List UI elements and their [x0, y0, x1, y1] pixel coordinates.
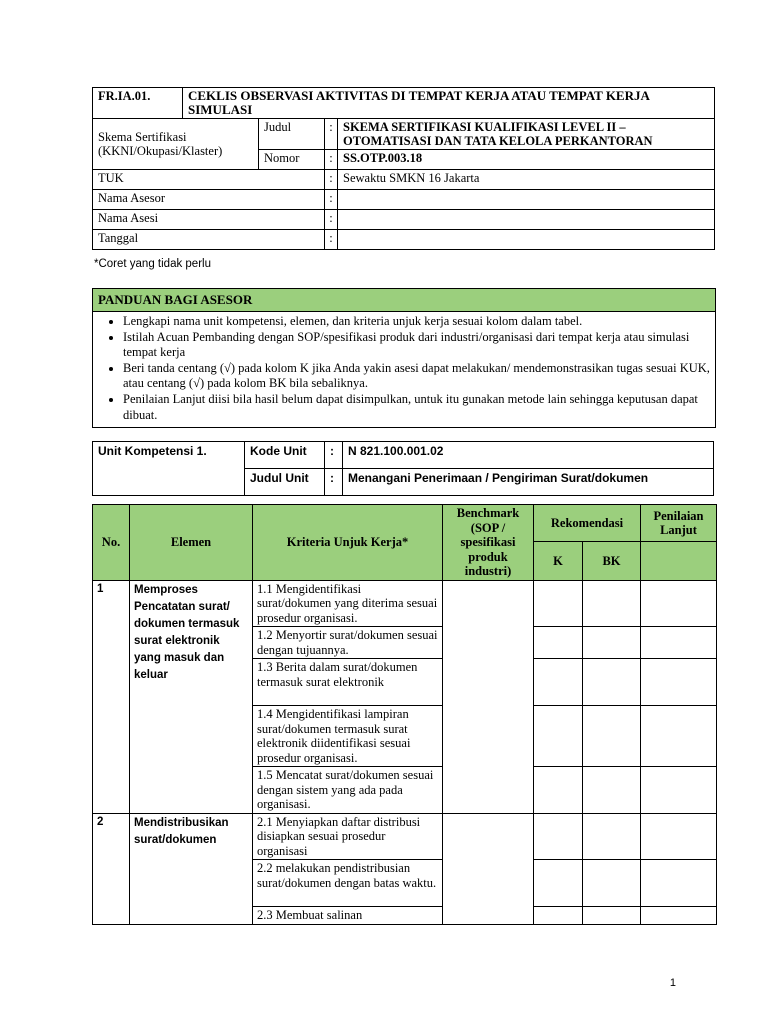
kuk-cell: 2.1 Menyiapkan daftar distribusi disiapkan sesuai prosedur organisasi — [253, 813, 443, 860]
skema-label: Skema Sertifikasi (KKNI/Okupasi/Klaster) — [93, 119, 259, 170]
header-rekomendasi: Rekomendasi — [534, 505, 641, 542]
tuk-value: Sewaktu SMKN 16 Jakarta — [338, 170, 715, 190]
kuk-cell: 2.2 melakukan pendistribusian surat/dokumen dengan batas waktu. — [253, 860, 443, 907]
k-cell[interactable] — [534, 907, 583, 925]
page-number: 1 — [669, 977, 676, 989]
colon: : — [325, 150, 338, 170]
tuk-label: TUK — [93, 170, 325, 190]
unit-label: Unit Kompetensi 1. — [93, 442, 245, 496]
row-elemen: Mendistribusikan surat/dokumen — [130, 813, 253, 924]
benchmark-cell[interactable] — [443, 580, 534, 813]
k-cell[interactable] — [534, 706, 583, 767]
penilaian-cell[interactable] — [641, 627, 717, 659]
kuk-cell: 1.5 Mencatat surat/dokumen sesuai dengan sistem yang ada pada organisasi. — [253, 767, 443, 814]
guide-item: • Penilaian Lanjut diisi bila hasil belum dapat disimpulkan, untuk itu gunakan metode lain sehingga keputusan dapat dibuat. — [123, 392, 715, 423]
penilaian-cell[interactable] — [641, 767, 717, 814]
nomor-value: SS.OTP.003.18 — [338, 150, 715, 170]
k-cell[interactable] — [534, 627, 583, 659]
header-penilaian-blank — [641, 542, 717, 580]
k-cell[interactable] — [534, 580, 583, 627]
colon: : — [325, 469, 343, 496]
k-cell[interactable] — [534, 860, 583, 907]
kuk-cell: 1.4 Mengidentifikasi lampiran surat/dokumen termasuk surat elektronik diidentifikasi sesuai prosedur organisasi. — [253, 706, 443, 767]
guide-box — [92, 288, 716, 428]
bk-cell[interactable] — [583, 627, 641, 659]
form-title: CEKLIS OBSERVASI AKTIVITAS DI TEMPAT KERJA ATAU TEMPAT KERJA SIMULASI — [183, 88, 715, 119]
judul-unit-label: Judul Unit — [245, 469, 325, 496]
colon: : — [325, 119, 338, 150]
k-cell[interactable] — [534, 767, 583, 814]
penilaian-cell[interactable] — [641, 860, 717, 907]
judul-value: SKEMA SERTIFIKASI KUALIFIKASI LEVEL II – OTOMATISASI DAN TATA KELOLA PERKANTORAN — [338, 119, 715, 150]
k-cell[interactable] — [534, 813, 583, 860]
kuk-cell: 2.3 Membuat salinan — [253, 907, 443, 925]
row-no: 1 — [93, 580, 130, 813]
asesor-value-field[interactable] — [338, 190, 715, 210]
guide-item: • Istilah Acuan Pembanding dengan SOP/spesifikasi produk dari industri/organisasi dari tempat kerja atau simulasi tempat kerja — [123, 330, 715, 361]
kuk-cell: 1.2 Menyortir surat/dokumen sesuai dengan tujuannya. — [253, 627, 443, 659]
penilaian-cell[interactable] — [641, 659, 717, 706]
penilaian-cell[interactable] — [641, 907, 717, 925]
benchmark-cell[interactable] — [443, 813, 534, 924]
header-elemen: Elemen — [130, 505, 253, 581]
asesi-value-field[interactable] — [338, 210, 715, 230]
kode-unit-value: N 821.100.001.02 — [343, 442, 714, 469]
form-code: FR.IA.01. — [93, 88, 183, 119]
asesor-label: Nama Asesor — [93, 190, 325, 210]
kuk-cell: 1.1 Mengidentifikasi surat/dokumen yang diterima sesuai prosedur organisasi. — [253, 580, 443, 627]
bk-cell[interactable] — [583, 767, 641, 814]
penilaian-cell[interactable] — [641, 813, 717, 860]
header-k: K — [534, 542, 583, 580]
colon: : — [325, 442, 343, 469]
penilaian-cell[interactable] — [641, 580, 717, 627]
bk-cell[interactable] — [583, 860, 641, 907]
judul-label: Judul — [259, 119, 325, 150]
observation-table — [92, 504, 717, 925]
colon: : — [325, 210, 338, 230]
header-bk: BK — [583, 542, 641, 580]
header-no: No. — [93, 505, 130, 581]
row-elemen: Memproses Pencatatan surat/ dokumen termasuk surat elektronik yang masuk dan keluar — [130, 580, 253, 813]
header-kuk: Kriteria Unjuk Kerja* — [253, 505, 443, 581]
bk-cell[interactable] — [583, 813, 641, 860]
tanggal-label: Tanggal — [93, 230, 325, 250]
guide-item: • Lengkapi nama unit kompetensi, elemen, dan kriteria unjuk kerja sesuai kolom dalam tabel. — [123, 314, 715, 330]
kode-unit-label: Kode Unit — [245, 442, 325, 469]
tanggal-value-field[interactable] — [338, 230, 715, 250]
bk-cell[interactable] — [583, 706, 641, 767]
guide-list — [93, 314, 715, 423]
colon: : — [325, 170, 338, 190]
guide-item: • Beri tanda centang (√) pada kolom K jika Anda yakin asesi dapat melakukan/ mendemonstrasikan tugas sesuai KUK, atau centang (√) pada kolom BK bila sebaliknya. — [123, 361, 715, 392]
header-penilaian: Penilaian Lanjut — [641, 505, 717, 542]
k-cell[interactable] — [534, 659, 583, 706]
colon: : — [325, 190, 338, 210]
penilaian-cell[interactable] — [641, 706, 717, 767]
bk-cell[interactable] — [583, 580, 641, 627]
unit-table — [92, 441, 714, 496]
judul-unit-value: Menangani Penerimaan / Pengiriman Surat/dokumen — [343, 469, 714, 496]
note: *Coret yang tidak perlu — [94, 258, 211, 270]
header-benchmark: Benchmark (SOP / spesifikasi produk industri) — [443, 505, 534, 581]
bk-cell[interactable] — [583, 907, 641, 925]
nomor-label: Nomor — [259, 150, 325, 170]
kuk-cell: 1.3 Berita dalam surat/dokumen termasuk surat elektronik — [253, 659, 443, 706]
header-table — [92, 87, 715, 250]
row-no: 2 — [93, 813, 130, 924]
guide-title: PANDUAN BAGI ASESOR — [93, 289, 715, 312]
bk-cell[interactable] — [583, 659, 641, 706]
colon: : — [325, 230, 338, 250]
asesi-label: Nama Asesi — [93, 210, 325, 230]
